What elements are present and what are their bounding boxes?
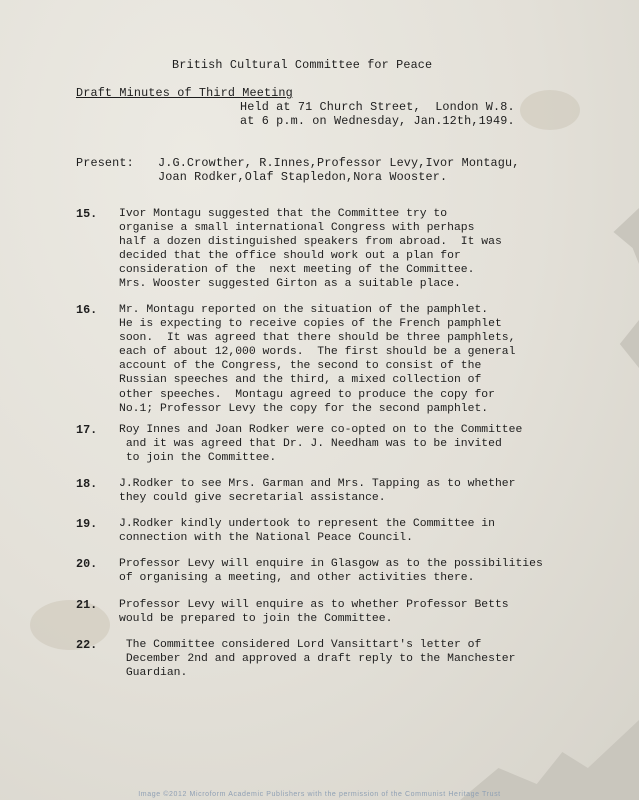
item-number: 21. [76, 598, 98, 612]
item-line: account of the Congress, the second to consist of the [119, 360, 482, 373]
item-number: 16. [76, 303, 98, 317]
minute-item [119, 477, 515, 505]
item-line: of organising a meeting, and other activities there. [119, 572, 475, 585]
header-label: Draft Minutes of Third Meeting [76, 86, 293, 100]
minute-item [119, 557, 543, 585]
item-line: half a dozen distinguished speakers from abroad. It was [119, 236, 502, 249]
item-line: December 2nd and approved a draft reply to the Manchester [119, 653, 516, 666]
item-line: J.Rodker kindly undertook to represent the Committee in [119, 518, 495, 530]
item-line: would be prepared to join the Committee. [119, 613, 393, 626]
document-title: British Cultural Committee for Peace [172, 58, 433, 72]
item-line: they could give secretarial assistance. [119, 492, 386, 505]
item-number: 20. [76, 557, 98, 571]
present-label: Present: [76, 156, 134, 170]
item-line: Guardian. [119, 667, 188, 680]
item-line: J.Rodker to see Mrs. Garman and Mrs. Tapping as to whether [119, 478, 516, 490]
present-line: J.G.Crowther, R.Innes,Professor Levy,Ivor Montagu, [158, 156, 520, 170]
header-time: at 6 p.m. on Wednesday, Jan.12th,1949. [240, 114, 515, 128]
item-line: other speeches. Montagu agreed to produce the copy for [119, 388, 495, 401]
item-line: Professor Levy will enquire as to whether Professor Betts [119, 599, 509, 611]
item-number: 15. [76, 207, 98, 221]
item-line: Professor Levy will enquire in Glasgow as to the possibilities [119, 558, 543, 570]
copyright-footer: Image ©2012 Microform Academic Publishers with the permission of the Communist Heritage Trust [138, 791, 501, 798]
item-line: connection with the National Peace Council. [119, 532, 413, 545]
paper-stain [520, 90, 580, 130]
item-line: No.1; Professor Levy the copy for the second pamphlet. [119, 402, 489, 415]
item-line: each of about 12,000 words. The first should be a general [119, 346, 516, 359]
minute-item [119, 638, 515, 680]
paper-stain [30, 600, 110, 650]
item-line: Mrs. Wooster suggested Girton as a suitable place. [119, 278, 461, 291]
item-line: Roy Innes and Joan Rodker were co-opted on to the Committee [119, 424, 523, 436]
item-line: Mr. Montagu reported on the situation of the pamphlet. [119, 304, 489, 316]
item-line: Russian speeches and the third, a mixed collection of [119, 374, 482, 387]
item-line: decided that the office should work out a plan for [119, 250, 461, 263]
present-line: Joan Rodker,Olaf Stapledon,Nora Wooster. [158, 170, 448, 184]
minute-item [119, 423, 522, 465]
minute-item [119, 598, 509, 626]
item-line: He is expecting to receive copies of the French pamphlet [119, 318, 502, 331]
item-line: to join the Committee. [119, 452, 277, 465]
item-line: soon. It was agreed that there should be three pamphlets, [119, 332, 516, 345]
item-number: 18. [76, 477, 98, 491]
item-line: Ivor Montagu suggested that the Committee try to [119, 208, 448, 220]
item-number: 17. [76, 423, 98, 437]
item-line: and it was agreed that Dr. J. Needham was to be invited [119, 438, 502, 451]
minute-item [119, 303, 515, 416]
item-line: organise a small international Congress with perhaps [119, 222, 475, 235]
header-location: Held at 71 Church Street, London W.8. [240, 100, 515, 114]
item-line: The Committee considered Lord Vansittart's letter of [119, 639, 482, 651]
item-number: 22. [76, 638, 98, 652]
minute-item [119, 517, 495, 545]
minute-item [119, 207, 502, 292]
item-number: 19. [76, 517, 98, 531]
item-line: consideration of the next meeting of the Committee. [119, 264, 475, 277]
